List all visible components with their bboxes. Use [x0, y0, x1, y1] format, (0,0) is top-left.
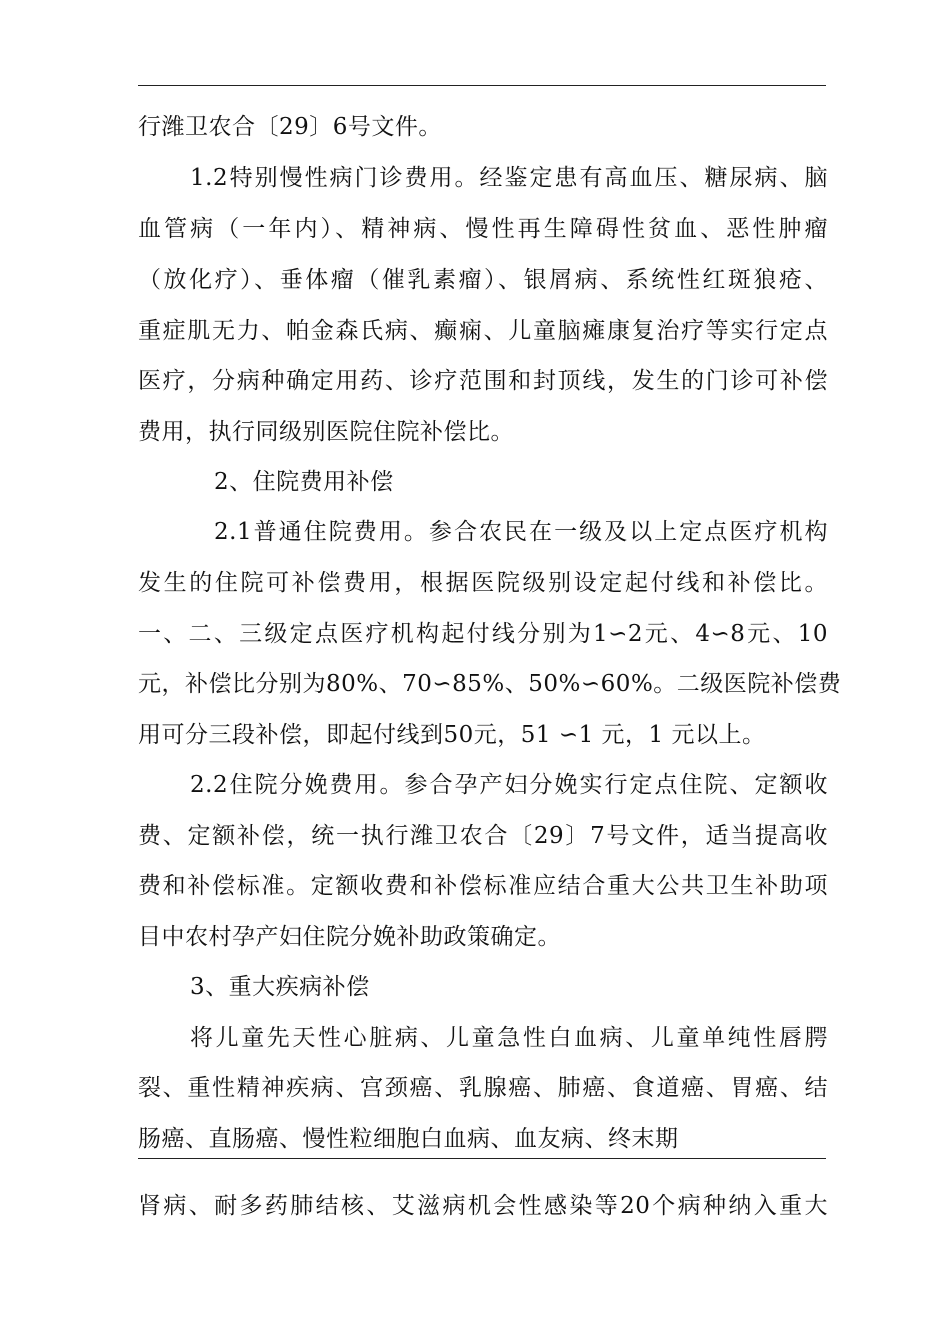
text-line: 2.1普通住院费用。参合农民在一级及以上定点医疗机构: [214, 519, 828, 545]
footer-rule: [138, 1158, 826, 1159]
text-line: 费用，执行同级别医院住院补偿比。: [138, 419, 514, 445]
text-line: 费、定额补偿，统一执行潍卫农合〔29〕7号文件，适当提高收: [138, 823, 828, 849]
text-line: 裂、重性精神疾病、宫颈癌、乳腺癌、肺癌、食道癌、胃癌、结: [138, 1075, 828, 1101]
header-rule: [138, 85, 826, 86]
text-line: 用可分三段补偿，即起付线到50元，51 ∽1 元，1 元以上。: [138, 722, 766, 748]
text-line: 1.2特别慢性病门诊费用。经鉴定患有高血压、糖尿病、脑: [190, 165, 828, 191]
text-line: 2.2住院分娩费用。参合孕产妇分娩实行定点住院、定额收: [190, 772, 828, 798]
text-line: 发生的住院可补偿费用，根据医院级别设定起付线和补偿比。: [138, 570, 828, 596]
text-line: 一、二、三级定点医疗机构起付线分别为1∽2元、4∽8元、10: [138, 621, 828, 647]
text-line: 目中农村孕产妇住院分娩补助政策确定。: [138, 924, 561, 950]
text-line: 肾病、耐多药肺结核、艾滋病机会性感染等20个病种纳入重大: [138, 1193, 828, 1219]
text-line: 费和补偿标准。定额收费和补偿标准应结合重大公共卫生补助项: [138, 873, 828, 899]
text-line: 行潍卫农合〔29〕6号文件。: [138, 114, 442, 140]
text-line: （放化疗）、垂体瘤（催乳素瘤）、银屑病、系统性红斑狼疮、: [138, 267, 828, 293]
text-line: 重症肌无力、帕金森氏病、癫痫、儿童脑瘫康复治疗等实行定点: [138, 318, 828, 344]
text-line: 医疗，分病种确定用药、诊疗范围和封顶线，发生的门诊可补偿: [138, 368, 828, 394]
text-line: 将儿童先天性心脏病、儿童急性白血病、儿童单纯性唇腭: [190, 1025, 828, 1051]
text-line: 肠癌、直肠癌、慢性粒细胞白血病、血友病、终末期: [138, 1126, 679, 1152]
text-line: 血管病（一年内）、精神病、慢性再生障碍性贫血、恶性肿瘤: [138, 216, 828, 242]
text-line: 元，补偿比分别为80%、70∽85%、50%∽60%。二级医院补偿费: [138, 671, 842, 697]
section-heading: 3、重大疾病补偿: [190, 974, 370, 1000]
section-heading: 2、住院费用补偿: [214, 469, 394, 495]
